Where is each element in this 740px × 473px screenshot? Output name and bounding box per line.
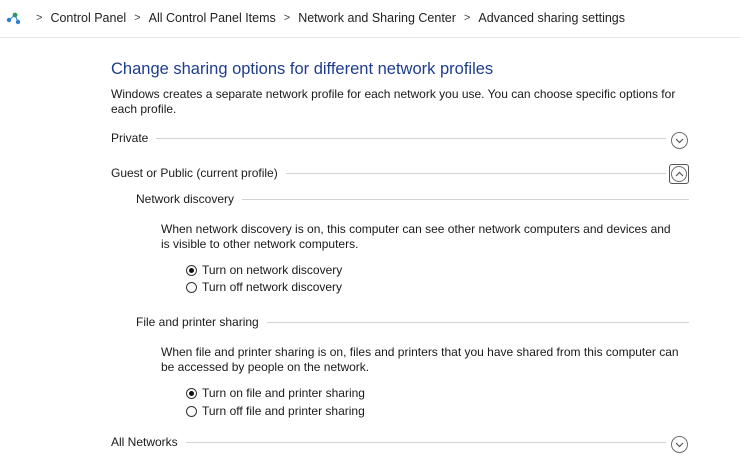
- separator-line: [286, 173, 666, 174]
- file-printer-sharing-description: When file and printer sharing is on, files and printers that you have shared from this computer can be accessed by people on the network.: [161, 345, 679, 374]
- breadcrumb: [28, 11, 625, 25]
- turn-off-network-discovery-radio[interactable]: [186, 280, 342, 294]
- radio-unselected-icon[interactable]: [186, 406, 197, 417]
- profile-private-label: Private: [111, 131, 149, 145]
- chevron-right-icon[interactable]: >: [283, 12, 291, 24]
- collapse-guest-public-button[interactable]: [669, 164, 689, 184]
- profile-guest-public-header[interactable]: [111, 166, 666, 180]
- radio-label: Turn off file and printer sharing: [202, 404, 365, 418]
- turn-off-file-printer-sharing-radio[interactable]: [186, 404, 365, 418]
- address-bar[interactable]: [0, 0, 740, 38]
- separator-line: [242, 199, 689, 200]
- radio-unselected-icon[interactable]: [186, 282, 197, 293]
- profile-private-header[interactable]: [111, 131, 666, 145]
- separator-line: [156, 138, 666, 139]
- expand-private-button[interactable]: [671, 132, 688, 149]
- page-intro: Windows creates a separate network profile for each network you use. You can choose specific options for each profile.: [111, 87, 676, 116]
- radio-selected-icon[interactable]: [186, 265, 197, 276]
- breadcrumb-all-control-panel-items[interactable]: All Control Panel Items: [148, 11, 276, 25]
- turn-on-file-printer-sharing-radio[interactable]: [186, 386, 365, 400]
- chevron-right-icon[interactable]: >: [134, 12, 141, 24]
- radio-label: Turn off network discovery: [202, 280, 343, 294]
- radio-selected-icon[interactable]: [186, 388, 197, 399]
- chevron-down-icon: [675, 442, 684, 448]
- network-discovery-heading: Network discovery: [136, 192, 235, 206]
- profile-all-networks-label: All Networks: [111, 435, 178, 449]
- separator-line: [267, 322, 689, 323]
- breadcrumb-network-and-sharing-center[interactable]: Network and Sharing Center: [298, 11, 456, 25]
- file-printer-sharing-header: [136, 315, 689, 329]
- network-icon: [6, 11, 22, 25]
- chevron-up-icon: [675, 171, 684, 177]
- file-printer-sharing-heading: File and printer sharing: [136, 315, 259, 329]
- radio-label: Turn on file and printer sharing: [202, 386, 365, 400]
- profile-all-networks-header[interactable]: [111, 435, 666, 449]
- breadcrumb-advanced-sharing-settings[interactable]: Advanced sharing settings: [478, 11, 625, 25]
- profile-guest-public-label: Guest or Public (current profile): [111, 166, 278, 180]
- radio-label: Turn on network discovery: [202, 263, 343, 277]
- expand-all-networks-button[interactable]: [671, 436, 688, 453]
- breadcrumb-control-panel[interactable]: Control Panel: [50, 11, 127, 25]
- network-discovery-header: [136, 192, 689, 206]
- chevron-down-icon: [675, 138, 684, 144]
- chevron-right-icon[interactable]: >: [36, 12, 43, 24]
- page-title: Change sharing options for different network profiles: [111, 60, 494, 78]
- turn-on-network-discovery-radio[interactable]: [186, 263, 342, 277]
- network-discovery-description: When network discovery is on, this computer can see other network computers and devices and is visible to other network computers.: [161, 222, 671, 251]
- separator-line: [186, 442, 666, 443]
- chevron-right-icon[interactable]: >: [463, 12, 471, 24]
